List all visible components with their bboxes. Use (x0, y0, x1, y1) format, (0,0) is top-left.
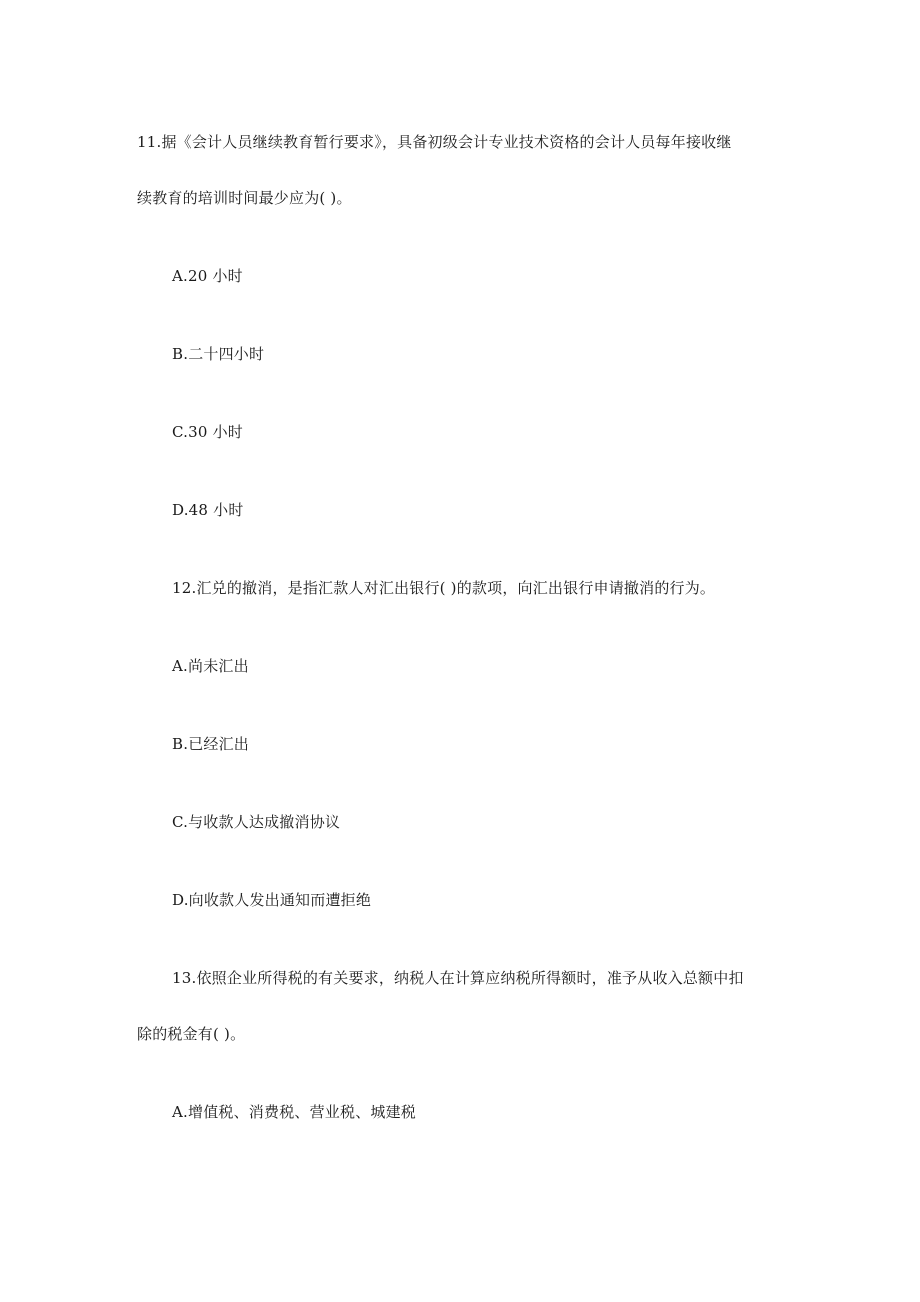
question-12-option-b: B.已经汇出 (172, 735, 249, 753)
question-12-option-c: C.与收款人达成撤消协议 (172, 813, 341, 831)
question-11-line-1: 11.据《会计人员继续教育暂行要求》，具备初级会计专业技术资格的会计人员每年接收继 (137, 133, 732, 151)
question-12-option-d: D.向收款人发出通知而遭拒绝 (172, 891, 372, 909)
question-11-line-2: 续教育的培训时间最少应为( )。 (137, 189, 352, 207)
question-12-option-a: A.尚未汇出 (172, 657, 249, 675)
question-11-option-a: A.20 小时 (172, 267, 243, 285)
question-13-line-2: 除的税金有( )。 (137, 1025, 246, 1043)
question-11-option-c: C.30 小时 (172, 423, 243, 441)
question-13-line-1: 13.依照企业所得税的有关要求，纳税人在计算应纳税所得额时，准予从收入总额中扣 (172, 969, 744, 987)
question-13-option-a: A.增值税、消费税、营业税、城建税 (172, 1103, 417, 1121)
question-11-option-b: B.二十四小时 (172, 345, 265, 363)
question-12-line-1: 12.汇兑的撤消，是指汇款人对汇出银行( )的款项，向汇出银行申请撤消的行为。 (172, 579, 716, 597)
question-11-option-d: D.48 小时 (172, 501, 244, 519)
